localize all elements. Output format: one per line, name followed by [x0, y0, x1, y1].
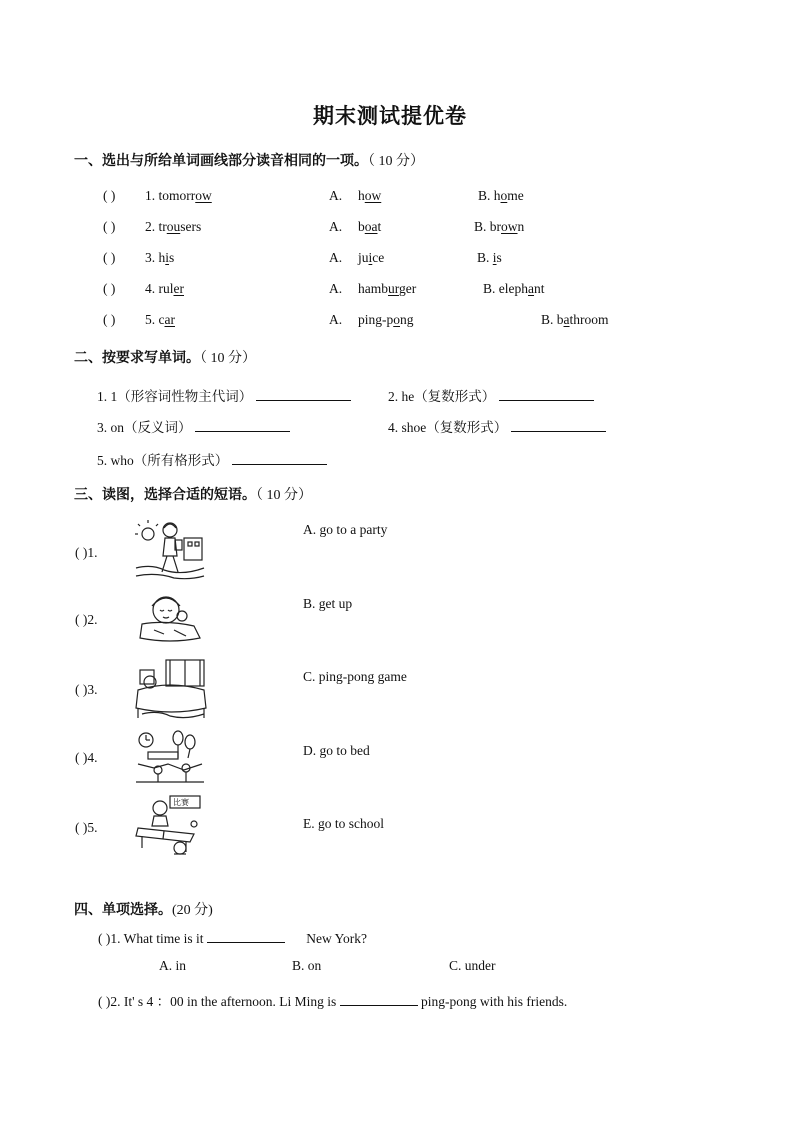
answer-blank[interactable] — [207, 930, 285, 943]
s1-row-1-option-a[interactable]: how — [358, 188, 382, 203]
s2-item-4: 4. shoe（复数形式） — [388, 416, 606, 436]
s1-row-3-option-b[interactable]: B. is — [477, 250, 502, 265]
answer-blank[interactable] — [256, 388, 351, 401]
match-sign-text: 比赛 — [173, 798, 189, 807]
s1-row-3-word: 3. his — [145, 250, 175, 265]
s1-row-4-option-b[interactable]: B. elephant — [483, 281, 545, 296]
answer-paren[interactable]: ( ) — [103, 219, 116, 234]
s4-question-2: ( )2. It' s 4 ：00 in the afternoon. Li Ming is ping-pong with his friends. — [98, 994, 568, 1009]
s4-question-1: ( )1. What time is it New York? — [98, 931, 367, 946]
s1-row-1-paren[interactable] — [103, 188, 115, 204]
s1-row-5-word: 5. car — [145, 312, 175, 327]
ping-pong-match-picture — [134, 794, 206, 860]
s1-row-3-paren[interactable] — [103, 250, 115, 266]
s3-item-2: ( )2. — [75, 612, 98, 627]
s1-row-2-option-a[interactable]: boat — [358, 219, 382, 234]
section-1-heading: 一、选出与所给单词画线部分读音相同的一项。（ 10 分） — [74, 153, 424, 169]
s3-item-3: ( )3. — [75, 682, 98, 697]
answer-paren[interactable]: ( ) — [75, 750, 88, 765]
section-2-heading: 二、按要求写单词。（ 10 分） — [74, 350, 256, 366]
party-balloons-picture — [134, 728, 206, 784]
s1-row-5-option-b[interactable]: B. bathroom — [541, 312, 609, 327]
s3-option-a: A. go to a party — [303, 522, 388, 537]
answer-paren[interactable]: ( ) — [75, 612, 88, 627]
s1-row-1-option-b[interactable]: B. home — [478, 188, 524, 203]
s1-row-3-option-a[interactable]: juice — [358, 250, 385, 265]
boy-walking-to-school-picture — [134, 520, 206, 582]
s3-option-d: D. go to bed — [303, 743, 370, 758]
s2-item-5: 5. who（所有格形式） — [97, 449, 327, 469]
s1-row-3-a-label: A. — [329, 250, 343, 265]
s3-option-b: B. get up — [303, 596, 353, 611]
answer-blank[interactable] — [340, 993, 418, 1006]
answer-blank[interactable] — [232, 452, 327, 465]
s4-q1-option-b[interactable]: B. on — [292, 958, 322, 973]
section-4-heading: 四、单项选择。(20 分) — [74, 902, 213, 918]
s1-row-2-paren[interactable] — [103, 219, 115, 235]
s4-q1-option-c[interactable]: C. under — [449, 958, 496, 973]
s4-q1-option-a[interactable]: A. in — [159, 958, 186, 973]
s1-row-5-paren[interactable] — [103, 312, 115, 328]
s3-option-e: E. go to school — [303, 816, 384, 831]
s1-row-2-word: 2. trousers — [145, 219, 202, 234]
answer-paren[interactable]: ( ) — [75, 682, 88, 697]
answer-paren[interactable]: ( ) — [103, 250, 116, 265]
s2-item-1: 1. 1（形容词性物主代词） — [97, 385, 351, 405]
s3-item-4: ( )4. — [75, 750, 98, 765]
answer-paren[interactable]: ( ) — [75, 820, 88, 835]
child-in-bed-picture — [134, 658, 208, 720]
s1-row-4-a-label: A. — [329, 281, 343, 296]
answer-blank[interactable] — [511, 419, 606, 432]
s1-row-2-a-label: A. — [329, 219, 343, 234]
s1-row-5-option-a[interactable]: ping-pong — [358, 312, 414, 327]
s1-row-2-option-b[interactable]: B. brown — [474, 219, 525, 234]
answer-paren[interactable]: ( ) — [103, 312, 116, 327]
s1-row-4-word: 4. ruler — [145, 281, 184, 296]
s2-item-2: 2. he（复数形式） — [388, 385, 594, 405]
answer-paren[interactable]: ( ) — [103, 188, 116, 203]
s1-row-5-a-label: A. — [329, 312, 343, 327]
s3-item-1: ( )1. — [75, 545, 98, 560]
answer-paren[interactable]: ( ) — [98, 994, 111, 1009]
girl-sleeping-picture — [134, 590, 206, 648]
s1-row-1-word: 1. tomorrow — [145, 188, 212, 203]
answer-paren[interactable]: ( ) — [98, 931, 111, 946]
s1-row-4-paren[interactable] — [103, 281, 115, 297]
answer-blank[interactable] — [499, 388, 594, 401]
s1-row-1-a-label: A. — [329, 188, 343, 203]
answer-blank[interactable] — [195, 419, 290, 432]
s3-item-5: ( )5. — [75, 820, 98, 835]
s2-item-3: 3. on（反义词） — [97, 416, 290, 436]
s1-row-4-option-a[interactable]: hamburger — [358, 281, 417, 296]
s3-option-c: C. ping-pong game — [303, 669, 407, 684]
answer-paren[interactable]: ( ) — [75, 545, 88, 560]
answer-paren[interactable]: ( ) — [103, 281, 116, 296]
section-3-heading: 三、读图，选择合适的短语。（ 10 分） — [74, 487, 312, 503]
page-title: 期末测试提优卷 — [313, 103, 467, 128]
